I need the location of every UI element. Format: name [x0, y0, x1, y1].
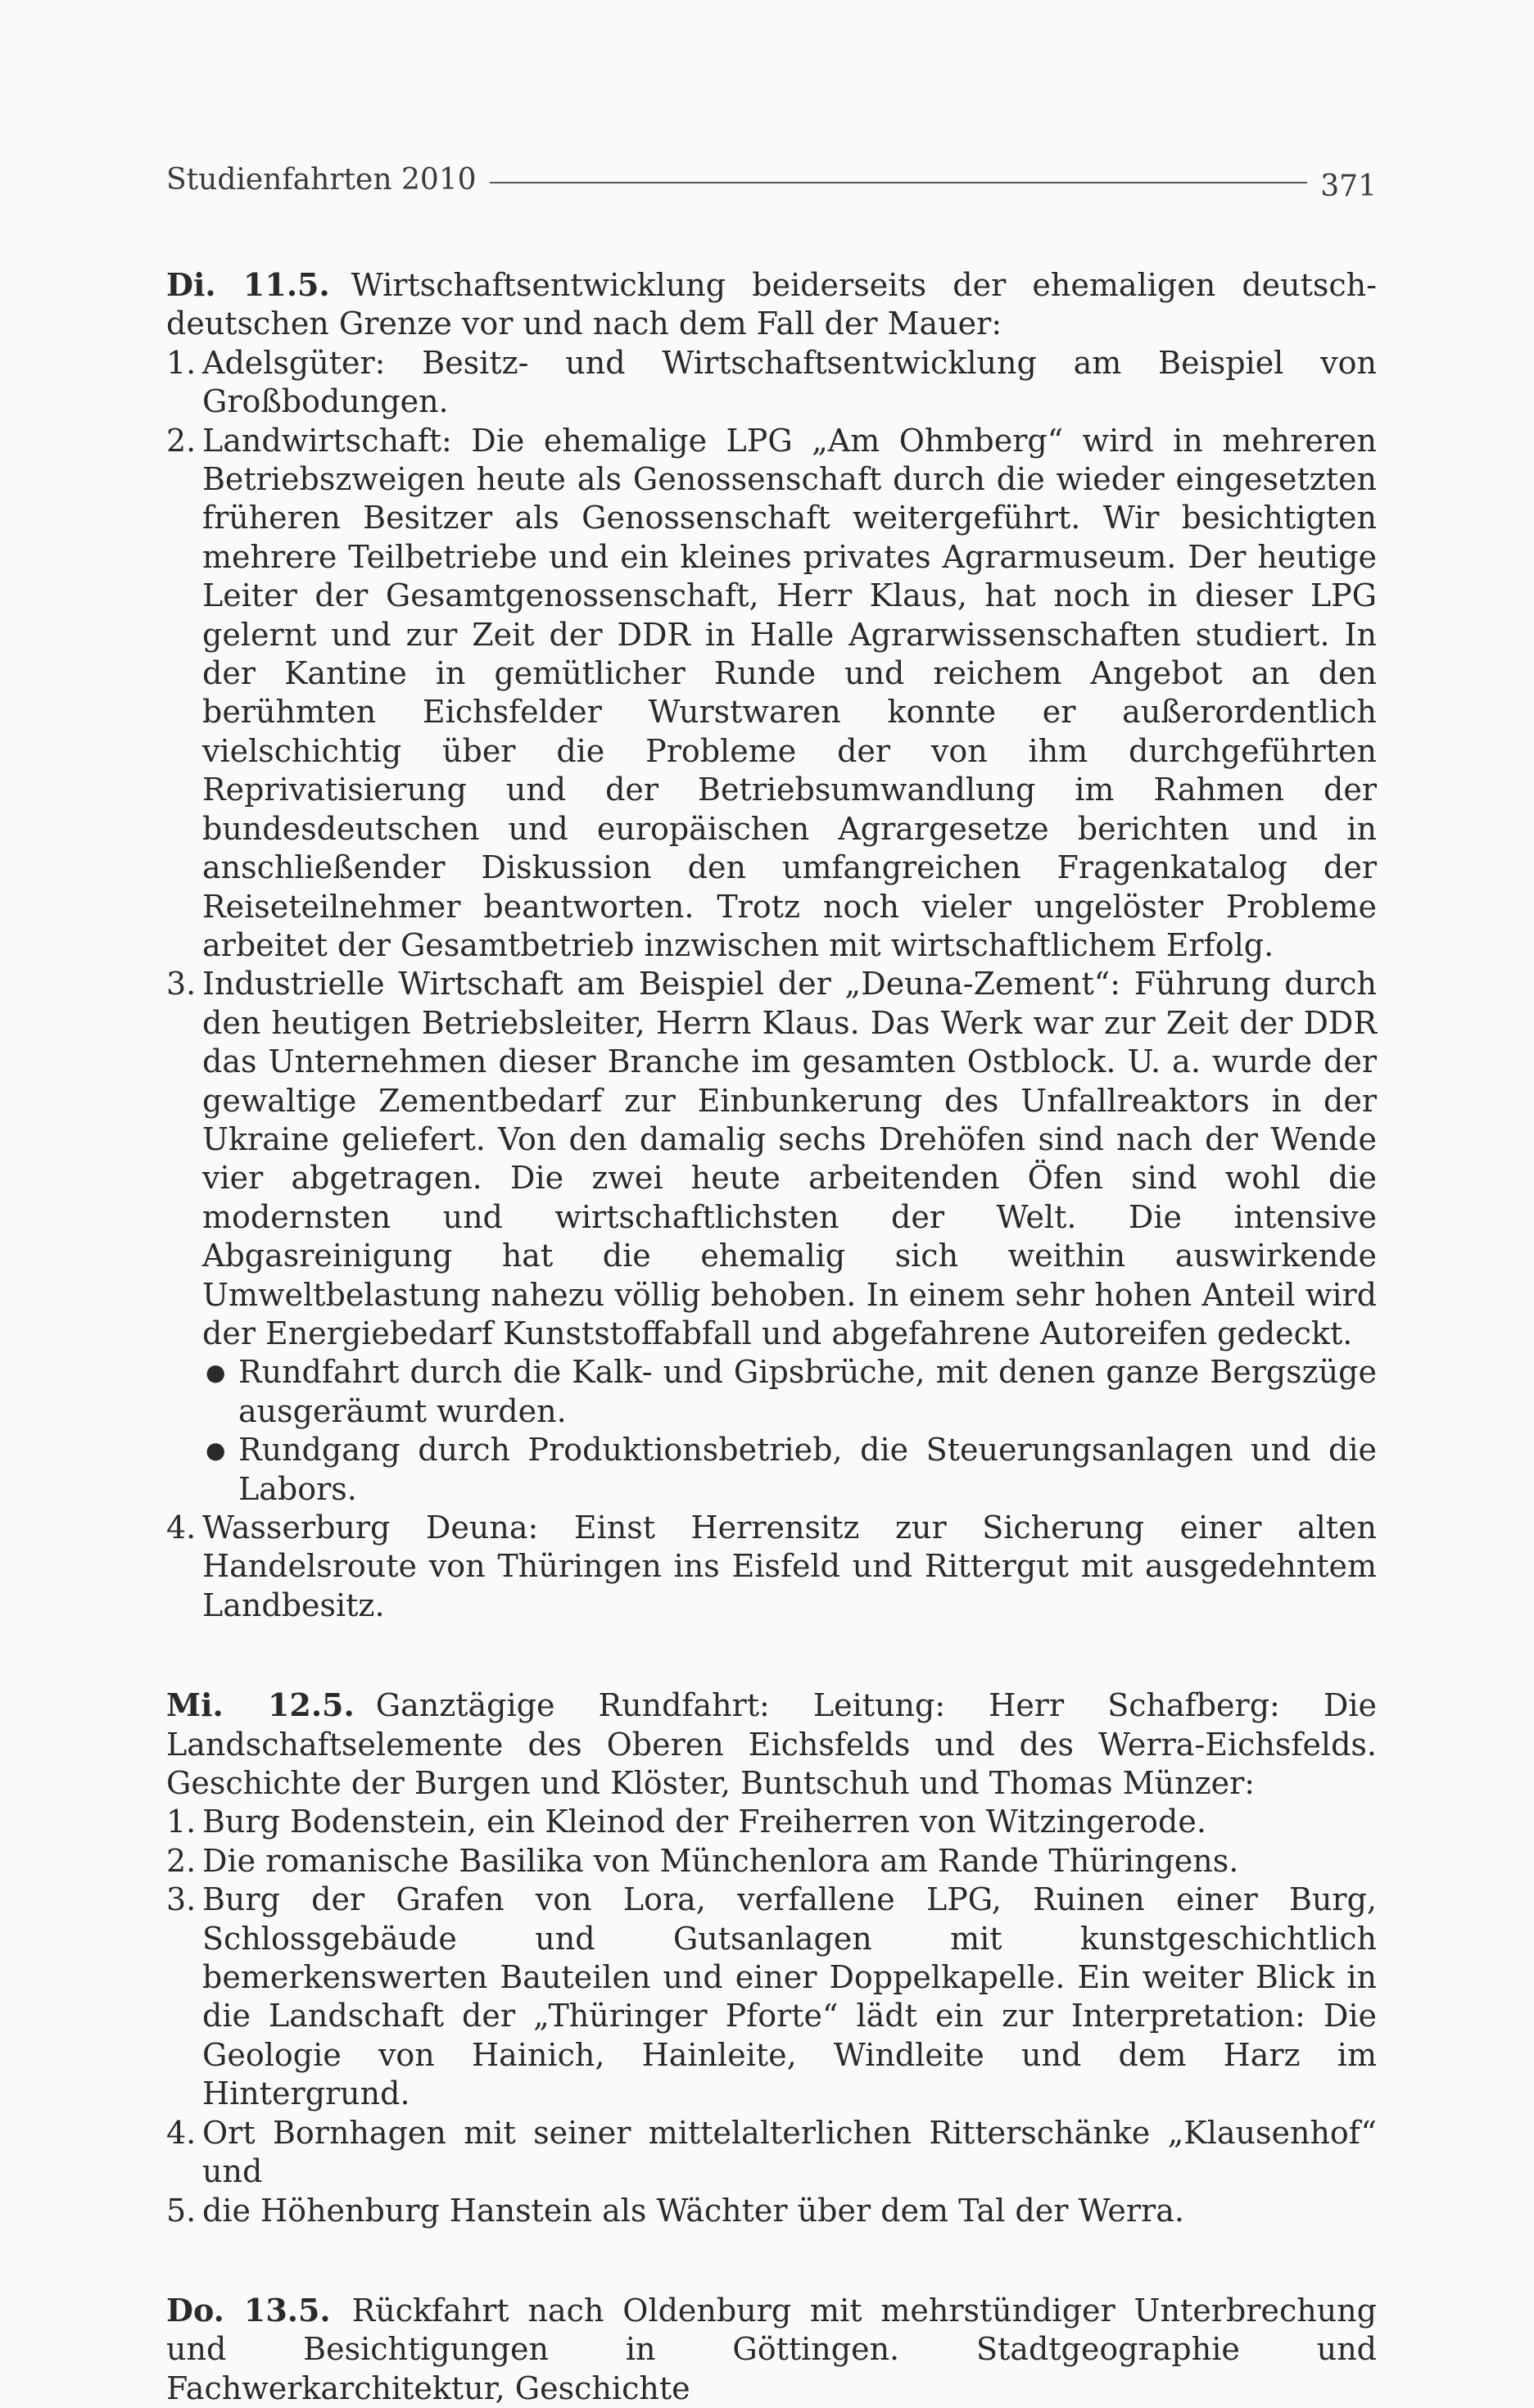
item-text: Landwirtschaft: Die ehemalige LPG „Am Ohmberg“ wird in mehreren Betriebszweigen heute als Genossenschaft durch die wieder eingesetzten früheren Besitzer als Genossenschaft weitergeführt. Wir besichtigten mehrere Teilbetriebe und ein kleines privates Agrarmuseum. Der heutige Leiter der Gesamtgenossenschaft, Herr Klaus, hat noch in dieser LPG gelernt und zur Zeit der DDR in Halle Agrarwissenschaften studiert. In der Kantine in gemütlicher Runde und reichem Angebot an den berühmten Eichsfelder Wurstwaren konnte er außerordentlich vielschichtig über die Probleme der von ihm durchgeführten Reprivatisierung und der Betriebsumwandlung im Rahmen der bundesdeutschen und europäischen Agrargesetze berichten und in anschließender Diskussion den umfangreichen Fragenkatalog der Reiseteilnehmer beantworten. Trotz noch vieler ungelöster Probleme arbeitet der Gesamtbetrieb inzwischen mit wirtschaftlichem Erfolg. [202, 422, 1377, 963]
day-label: Mi. 12.5. [166, 1686, 355, 1724]
item-number: 1. [166, 344, 197, 381]
running-title: Studienfahrten 2010 [166, 163, 477, 197]
list-item [166, 2114, 1377, 2192]
bullet-text: Rundgang durch Produktionsbetrieb, die Steuerungsanlagen und die Labors. [238, 1432, 1377, 1507]
item-text: Industrielle Wirtschaft am Beispiel der „Deuna-Zement“: Führung durch den heutigen Betriebsleiter, Herrn Klaus. Das Werk war zur Zeit der DDR das Unternehmen dieser Branche im gesamten Ostblock. U. a. wurde der gewaltige Zementbedarf zur Einbunkerung des Unfallreaktors in der Ukraine geliefert. Von den damalig sechs Drehöfen sind nach der Wende vier abgetragen. Die zwei heute arbeitenden Öfen sind wohl die modernsten und wirtschaftlichsten der Welt. Die intensive Abgasreinigung hat die ehemalig sich weithin auswirkende Umweltbelastung nahezu völlig behoben. In einem sehr hohen Anteil wird der Energiebedarf Kunststoffabfall und abgefahrene Autoreifen gedeckt. [202, 966, 1377, 1351]
list-item [166, 1842, 1377, 1881]
section-di-11-5 [166, 265, 1377, 1625]
list-item [166, 965, 1377, 1509]
item-number: 4. [166, 1510, 197, 1546]
intro-text: Ganztägige Rundfahrt: Leitung: Herr Schafberg: Die Landschaftselemente des Oberen Eichsfelds und des Werra-Eichsfelds. Geschichte der Burgen und Klöster, Buntschuh und Thomas Münzer: [166, 1687, 1377, 1802]
running-header [166, 156, 1377, 205]
item-number: 3. [166, 966, 197, 1003]
bullet-icon: ● [206, 1359, 226, 1387]
section-do-13-5 [166, 2291, 1377, 2408]
day-label: Do. 13.5. [166, 2291, 331, 2329]
item-list [166, 344, 1377, 1625]
list-item [166, 344, 1377, 422]
day-label: Di. 11.5. [166, 266, 330, 303]
item-number: 2. [166, 422, 197, 459]
section-mi-12-5 [166, 1686, 1377, 2230]
list-item [166, 1803, 1377, 1841]
list-item [166, 1881, 1377, 2113]
intro-text: Wirtschaftsentwicklung beiderseits der ehemaligen deutsch-deutschen Grenze vor und nach dem Fall der Mauer: [166, 267, 1377, 342]
item-text: die Höhenburg Hanstein als Wächter über dem Tal der Werra. [202, 2192, 1184, 2229]
item-text: Adelsgüter: Besitz- und Wirtschaftsentwicklung am Beispiel von Großbodungen. [202, 344, 1377, 420]
item-number: 2. [166, 1842, 197, 1879]
page-number: 371 [1320, 170, 1377, 203]
item-number: 3. [166, 1881, 197, 1918]
item-number: 1. [166, 1804, 197, 1840]
list-item [166, 422, 1377, 966]
bullet-text: Rundfahrt durch die Kalk- und Gipsbrüche, mit denen ganze Bergszüge ausgeräumt wurden. [238, 1354, 1377, 1429]
item-text: Wasserburg Deuna: Einst Herrensitz zur Sicherung einer alten Handelsroute von Thüringen ins Eisfeld und Rittergut mit ausgedehntem Landbesitz. [202, 1510, 1377, 1623]
bullet-icon: ● [206, 1437, 226, 1464]
section-intro [166, 1686, 1377, 1803]
page [166, 156, 1377, 2408]
list-item [166, 1509, 1377, 1625]
bullet-item [202, 1431, 1377, 1509]
item-list [166, 1803, 1377, 2229]
bullet-list [202, 1353, 1377, 1509]
bullet-item [202, 1353, 1377, 1431]
intro-text: Rückfahrt nach Oldenburg mit mehrstündiger Unterbrechung und Besichtigungen in Göttingen. Stadtgeographie und Fachwerkarchitektur, Geschichte [166, 2292, 1377, 2406]
item-text: Die romanische Basilika von Münchenlora am Rande Thüringens. [202, 1842, 1239, 1879]
item-number: 5. [166, 2192, 197, 2229]
header-rule [490, 182, 1308, 183]
item-text: Burg Bodenstein, ein Kleinod der Freiherren von Witzingerode. [202, 1804, 1206, 1840]
item-number: 4. [166, 2114, 197, 2151]
item-text: Ort Bornhagen mit seiner mittelalterlichen Ritterschänke „Klausenhof“ und [202, 2114, 1377, 2190]
item-text: Burg der Grafen von Lora, verfallene LPG, Ruinen einer Burg, Schlossgebäude und Gutsanlagen mit kunstgeschichtlich bemerkenswerten Bauteilen und einer Doppelkapelle. Ein weiter Blick in die Landschaft der „Thüringer Pforte“ lädt ein zur Interpretation: Die Geologie von Hainich, Hainleite, Windleite und dem Harz im Hintergrund. [202, 1881, 1377, 2112]
section-intro [166, 2291, 1377, 2408]
list-item [166, 2192, 1377, 2230]
section-intro [166, 265, 1377, 344]
